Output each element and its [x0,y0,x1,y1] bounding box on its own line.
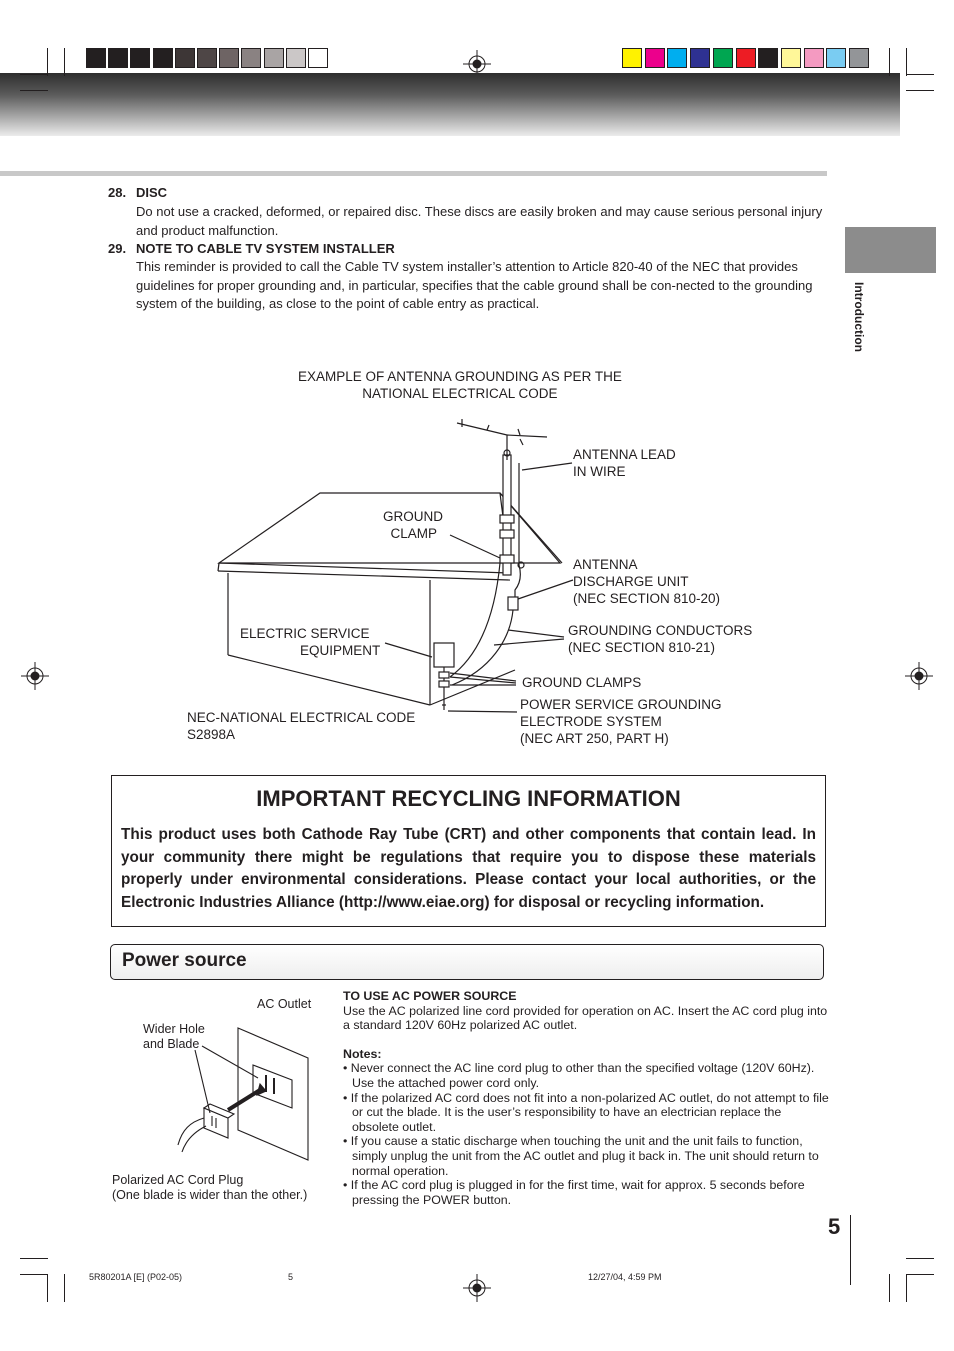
notes-list [343,1061,829,1207]
registration-mark-icon [463,1274,491,1302]
label-ground-clamps: GROUND CLAMPS [522,675,642,690]
color-swatch [241,48,261,68]
color-swatch [308,48,328,68]
recycling-text: This product uses both Cathode Ray Tube (CRT) and other components that contain lead. In your community there might be regulations that require you to dispose these materials properly under environmental considerations. Please contact your local authorities, or the Electronic Industries Alliance (http://www.eiae.org) for disposal or recycling information. [121,826,816,911]
label-discharge-unit: ANTENNA DISCHARGE UNIT (NEC SECTION 810-20) [573,557,721,606]
color-swatch [804,48,824,68]
item-text: Do not use a cracked, deformed, or repaired disc. These discs are easily broken and may cause serious personal injury and product malfunction. [136,204,823,238]
item-title: DISC [136,185,168,200]
crop-mark [906,1274,934,1275]
crop-mark [20,90,48,91]
list-item: • If you cause a static discharge when touching the unit and the unit fails to function, simply unplug the unit from the AC outlet and plug it back in. The unit should return to normal operation. [343,1134,819,1178]
section-rule [0,171,827,176]
crop-mark [64,48,65,76]
chapter-label: Introduction [852,282,866,352]
label-ground-clamp: GROUND CLAMP [383,509,443,541]
section-header-bar [110,944,824,980]
notes-label: Notes: [343,1046,382,1061]
color-swatch [645,48,665,68]
diagram-title: EXAMPLE OF ANTENNA GROUNDING AS PER THE NATIONAL ELECTRICAL CODE [298,369,622,401]
crop-mark [20,1258,48,1259]
crop-mark [889,1274,890,1302]
color-swatch [286,48,306,68]
recycling-box [111,775,826,927]
crop-mark [47,48,48,76]
list-item: • If the AC cord plug is plugged in for the first time, wait for approx. 5 seconds before pressing the POWER button. [343,1178,805,1207]
color-swatch [264,48,284,68]
color-swatch [736,48,756,68]
color-swatch [175,48,195,68]
registration-mark-icon [905,662,933,690]
crop-mark [20,74,48,75]
color-swatch [713,48,733,68]
color-swatch [108,48,128,68]
color-swatch [849,48,869,68]
registration-mark-icon [21,662,49,690]
plug-outlet-illustration [160,1010,320,1170]
power-subheading: TO USE AC POWER SOURCE [343,989,517,1003]
color-swatch [219,48,239,68]
label-wider-hole: Wider Hole and Blade [143,1022,205,1051]
crop-mark [906,90,934,91]
color-swatch [130,48,150,68]
item-title: NOTE TO CABLE TV SYSTEM INSTALLER [136,241,395,256]
power-intro: Use the AC polarized line cord provided for operation on AC. Insert the AC cord plug into a standard 120V 60Hz polarized AC outlet. [343,1003,828,1033]
color-swatch [758,48,778,68]
plug-caption: Polarized AC Cord Plug (One blade is wider than the other.) [112,1173,308,1202]
header-band [0,73,900,136]
footer-date: 12/27/04, 4:59 PM [588,1272,662,1282]
color-swatch [781,48,801,68]
label-grounding-conductors: GROUNDING CONDUCTORS (NEC SECTION 810-21) [568,623,753,655]
color-swatch [622,48,642,68]
label-antenna-lead: ANTENNA LEAD IN WIRE [573,447,676,479]
crop-mark [906,1258,934,1259]
crop-mark [906,74,934,75]
item-number: 29. [108,241,127,256]
item-number: 28. [108,185,127,200]
item-text: This reminder is provided to call the Cable TV system installer’s attention to Article 820-40 of the NEC that provides guidelines for proper grounding and, in particular, specifies that the cable ground shall be con-nected to the grounding system of the building, as close to the point of cable entry as practical. [136,259,813,311]
label-ac-outlet: AC Outlet [257,997,312,1011]
color-swatch [153,48,173,68]
crop-mark [889,48,890,76]
crop-mark [47,1274,48,1302]
color-swatch [690,48,710,68]
footer-page: 5 [288,1272,294,1282]
list-item: • Never connect the AC line cord plug to other than the specified voltage (120V 60Hz). Use the attached power cord only. [343,1061,815,1090]
footer-file: 5R80201A [E] (P02-05) [89,1272,183,1282]
crop-mark [64,1274,65,1302]
chapter-tab [845,227,936,273]
section-title: Power source [122,950,247,971]
page-number-rule [850,1215,851,1285]
recycling-title: IMPORTANT RECYCLING INFORMATION [256,786,681,811]
power-source-text [343,989,829,1207]
list-item: • If the polarized AC cord does not fit into a non-polarized AC outlet, do not attempt to file or cut the blade. It is the user’s responsibility to have an electrician replace the obsolete outlet. [343,1090,829,1134]
label-nec-code: NEC-NATIONAL ELECTRICAL CODE S2898A [187,710,416,742]
label-power-service: POWER SERVICE GROUNDING ELECTRODE SYSTEM (NEC ART 250, PART H) [520,697,722,746]
color-swatch [826,48,846,68]
color-swatch [86,48,106,68]
crop-mark [906,48,907,76]
color-swatch [197,48,217,68]
page-number: 5 [828,1214,841,1239]
color-swatch [667,48,687,68]
crop-mark [20,1274,48,1275]
label-electric-service: ELECTRIC SERVICE EQUIPMENT [240,626,381,658]
crop-mark [906,1274,907,1302]
